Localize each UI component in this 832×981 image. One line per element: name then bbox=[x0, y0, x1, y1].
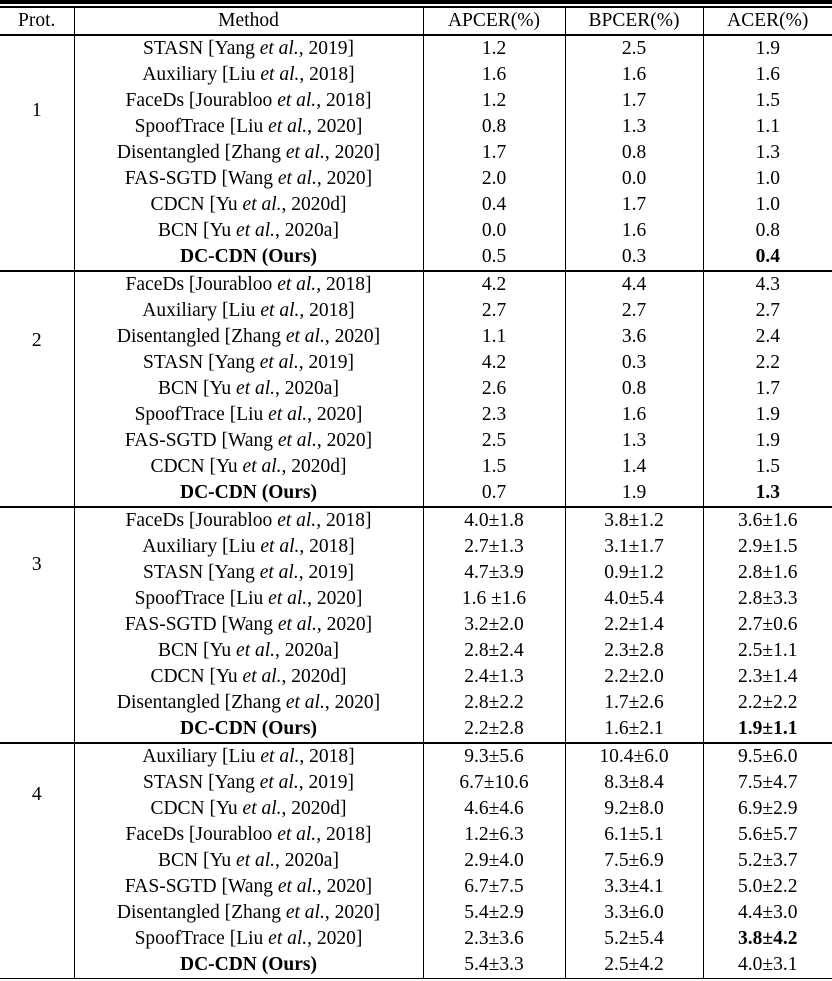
et-al-italic: et al. bbox=[236, 849, 276, 871]
table-row bbox=[0, 244, 832, 271]
et-al-italic: et al. bbox=[260, 299, 300, 321]
apcer-cell: 1.5 bbox=[423, 454, 565, 480]
method-cell: FaceDs [Jourabloo et al., 2018] bbox=[74, 822, 423, 848]
bpcer-cell: 1.6 bbox=[565, 218, 703, 244]
apcer-cell: 1.2 bbox=[423, 88, 565, 114]
method-cell: DC-CDN (Ours) bbox=[74, 480, 423, 507]
bpcer-cell: 0.3 bbox=[565, 350, 703, 376]
acer-cell: 2.2 bbox=[703, 350, 832, 376]
method-cell: DC-CDN (Ours) bbox=[74, 952, 423, 978]
top-double-rule bbox=[0, 0, 832, 8]
method-cell: SpoofTrace [Liu et al., 2020] bbox=[74, 926, 423, 952]
bpcer-cell: 0.9±1.2 bbox=[565, 560, 703, 586]
table-row bbox=[0, 638, 832, 664]
bpcer-cell: 2.2±2.0 bbox=[565, 664, 703, 690]
acer-cell: 1.1 bbox=[703, 114, 832, 140]
results-table bbox=[0, 8, 832, 978]
apcer-cell: 2.3±3.6 bbox=[423, 926, 565, 952]
acer-cell: 6.9±2.9 bbox=[703, 796, 832, 822]
acer-cell: 1.5 bbox=[703, 88, 832, 114]
table-row bbox=[0, 114, 832, 140]
table-row bbox=[0, 402, 832, 428]
bpcer-cell: 0.0 bbox=[565, 166, 703, 192]
et-al-italic: et al. bbox=[268, 403, 308, 425]
table-row bbox=[0, 664, 832, 690]
bpcer-cell: 1.7 bbox=[565, 88, 703, 114]
method-cell: FAS-SGTD [Wang et al., 2020] bbox=[74, 166, 423, 192]
table-row bbox=[0, 62, 832, 88]
et-al-italic: et al. bbox=[242, 665, 282, 687]
bpcer-cell: 0.3 bbox=[565, 244, 703, 271]
acer-cell: 3.8±4.2 bbox=[703, 926, 832, 952]
protocol-cell: 3 bbox=[31, 553, 42, 575]
table-row bbox=[0, 926, 832, 952]
acer-cell: 1.9 bbox=[703, 428, 832, 454]
method-cell: FAS-SGTD [Wang et al., 2020] bbox=[74, 428, 423, 454]
apcer-cell: 1.1 bbox=[423, 324, 565, 350]
header-row bbox=[0, 8, 832, 35]
apcer-cell: 4.2 bbox=[423, 271, 565, 298]
apcer-cell: 4.2 bbox=[423, 350, 565, 376]
apcer-cell: 2.7 bbox=[423, 298, 565, 324]
method-cell: FaceDs [Jourabloo et al., 2018] bbox=[74, 507, 423, 534]
acer-cell: 1.7 bbox=[703, 376, 832, 402]
method-cell: Auxiliary [Liu et al., 2018] bbox=[74, 743, 423, 770]
et-al-italic: et al. bbox=[277, 823, 317, 845]
table-row bbox=[0, 560, 832, 586]
bpcer-cell: 1.3 bbox=[565, 428, 703, 454]
table-row bbox=[0, 218, 832, 244]
method-cell: SpoofTrace [Liu et al., 2020] bbox=[74, 586, 423, 612]
protocol-group-1 bbox=[0, 35, 832, 271]
table-row bbox=[0, 743, 832, 770]
table-row bbox=[0, 586, 832, 612]
et-al-italic: et al. bbox=[277, 509, 317, 531]
et-al-italic: et al. bbox=[268, 927, 308, 949]
apcer-cell: 2.5 bbox=[423, 428, 565, 454]
apcer-cell: 1.2±6.3 bbox=[423, 822, 565, 848]
apcer-cell: 5.4±2.9 bbox=[423, 900, 565, 926]
bpcer-cell: 3.6 bbox=[565, 324, 703, 350]
apcer-cell: 0.5 bbox=[423, 244, 565, 271]
table-row bbox=[0, 900, 832, 926]
et-al-italic: et al. bbox=[259, 771, 299, 793]
bpcer-cell: 1.7±2.6 bbox=[565, 690, 703, 716]
bpcer-cell: 3.3±4.1 bbox=[565, 874, 703, 900]
col-header-method: Method bbox=[74, 8, 423, 35]
col-header-acer: ACER(%) bbox=[703, 8, 832, 35]
table-row bbox=[0, 271, 832, 298]
table-row bbox=[0, 324, 832, 350]
apcer-cell: 2.0 bbox=[423, 166, 565, 192]
apcer-cell: 6.7±10.6 bbox=[423, 770, 565, 796]
acer-cell: 2.2±2.2 bbox=[703, 690, 832, 716]
et-al-italic: et al. bbox=[277, 273, 317, 295]
apcer-cell: 3.2±2.0 bbox=[423, 612, 565, 638]
acer-cell: 2.3±1.4 bbox=[703, 664, 832, 690]
table-row bbox=[0, 192, 832, 218]
et-al-italic: et al. bbox=[277, 613, 317, 635]
method-cell: Auxiliary [Liu et al., 2018] bbox=[74, 62, 423, 88]
acer-cell: 2.5±1.1 bbox=[703, 638, 832, 664]
table-row bbox=[0, 376, 832, 402]
et-al-italic: et al. bbox=[259, 351, 299, 373]
bpcer-cell: 2.7 bbox=[565, 298, 703, 324]
acer-cell: 3.6±1.6 bbox=[703, 507, 832, 534]
acer-cell: 5.6±5.7 bbox=[703, 822, 832, 848]
table-row bbox=[0, 480, 832, 507]
apcer-cell: 0.8 bbox=[423, 114, 565, 140]
method-cell: DC-CDN (Ours) bbox=[74, 244, 423, 271]
table-row bbox=[0, 507, 832, 534]
acer-cell: 1.5 bbox=[703, 454, 832, 480]
apcer-cell: 4.6±4.6 bbox=[423, 796, 565, 822]
acer-cell: 0.8 bbox=[703, 218, 832, 244]
table-row bbox=[0, 690, 832, 716]
bpcer-cell: 0.8 bbox=[565, 376, 703, 402]
method-cell: STASN [Yang et al., 2019] bbox=[74, 560, 423, 586]
acer-cell: 1.0 bbox=[703, 192, 832, 218]
top-rule-thick-line bbox=[0, 0, 832, 4]
et-al-italic: et al. bbox=[259, 37, 299, 59]
acer-cell: 1.6 bbox=[703, 62, 832, 88]
et-al-italic: et al. bbox=[242, 193, 282, 215]
table-row bbox=[0, 534, 832, 560]
bpcer-cell: 2.5 bbox=[565, 35, 703, 62]
bpcer-cell: 4.0±5.4 bbox=[565, 586, 703, 612]
method-cell: STASN [Yang et al., 2019] bbox=[74, 350, 423, 376]
apcer-cell: 2.2±2.8 bbox=[423, 716, 565, 743]
bpcer-cell: 1.4 bbox=[565, 454, 703, 480]
method-cell: CDCN [Yu et al., 2020d] bbox=[74, 664, 423, 690]
acer-cell: 1.3 bbox=[703, 480, 832, 507]
acer-cell: 2.8±3.3 bbox=[703, 586, 832, 612]
acer-cell: 4.0±3.1 bbox=[703, 952, 832, 978]
col-header-bpcer: BPCER(%) bbox=[565, 8, 703, 35]
apcer-cell: 2.3 bbox=[423, 402, 565, 428]
acer-cell: 2.9±1.5 bbox=[703, 534, 832, 560]
table-row bbox=[0, 874, 832, 900]
method-cell: BCN [Yu et al., 2020a] bbox=[74, 638, 423, 664]
method-cell: Auxiliary [Liu et al., 2018] bbox=[74, 534, 423, 560]
et-al-italic: et al. bbox=[277, 167, 317, 189]
acer-cell: 1.9 bbox=[703, 402, 832, 428]
method-cell: Disentangled [Zhang et al., 2020] bbox=[74, 900, 423, 926]
table-row bbox=[0, 88, 832, 114]
table-row bbox=[0, 716, 832, 743]
protocol-cell: 4 bbox=[31, 783, 42, 805]
acer-cell: 2.8±1.6 bbox=[703, 560, 832, 586]
bpcer-cell: 1.6 bbox=[565, 402, 703, 428]
et-al-italic: et al. bbox=[285, 691, 325, 713]
apcer-cell: 9.3±5.6 bbox=[423, 743, 565, 770]
apcer-cell: 5.4±3.3 bbox=[423, 952, 565, 978]
acer-cell: 4.3 bbox=[703, 271, 832, 298]
method-cell: SpoofTrace [Liu et al., 2020] bbox=[74, 114, 423, 140]
method-cell: FaceDs [Jourabloo et al., 2018] bbox=[74, 88, 423, 114]
bpcer-cell: 5.2±5.4 bbox=[565, 926, 703, 952]
et-al-italic: et al. bbox=[242, 455, 282, 477]
bpcer-cell: 0.8 bbox=[565, 140, 703, 166]
et-al-italic: et al. bbox=[268, 587, 308, 609]
et-al-italic: et al. bbox=[268, 115, 308, 137]
table-row bbox=[0, 848, 832, 874]
et-al-italic: et al. bbox=[236, 377, 276, 399]
apcer-cell: 1.6 ±1.6 bbox=[423, 586, 565, 612]
acer-cell: 0.4 bbox=[703, 244, 832, 271]
table-row bbox=[0, 298, 832, 324]
method-cell: CDCN [Yu et al., 2020d] bbox=[74, 454, 423, 480]
apcer-cell: 2.8±2.2 bbox=[423, 690, 565, 716]
apcer-cell: 2.7±1.3 bbox=[423, 534, 565, 560]
table-row bbox=[0, 822, 832, 848]
method-cell: SpoofTrace [Liu et al., 2020] bbox=[74, 402, 423, 428]
acer-cell: 1.9 bbox=[703, 35, 832, 62]
bpcer-cell: 3.8±1.2 bbox=[565, 507, 703, 534]
acer-cell: 5.2±3.7 bbox=[703, 848, 832, 874]
apcer-cell: 2.8±2.4 bbox=[423, 638, 565, 664]
method-cell: Disentangled [Zhang et al., 2020] bbox=[74, 690, 423, 716]
method-cell: BCN [Yu et al., 2020a] bbox=[74, 848, 423, 874]
table-header bbox=[0, 8, 832, 35]
acer-cell: 2.4 bbox=[703, 324, 832, 350]
apcer-cell: 4.0±1.8 bbox=[423, 507, 565, 534]
col-header-protocol: Prot. bbox=[18, 9, 56, 31]
acer-cell: 2.7 bbox=[703, 298, 832, 324]
bpcer-cell: 2.3±2.8 bbox=[565, 638, 703, 664]
bottom-double-rule bbox=[0, 978, 832, 981]
method-cell: Disentangled [Zhang et al., 2020] bbox=[74, 324, 423, 350]
bpcer-cell: 1.3 bbox=[565, 114, 703, 140]
method-cell: FAS-SGTD [Wang et al., 2020] bbox=[74, 612, 423, 638]
acer-cell: 2.7±0.6 bbox=[703, 612, 832, 638]
bpcer-cell: 2.2±1.4 bbox=[565, 612, 703, 638]
et-al-italic: et al. bbox=[277, 429, 317, 451]
method-cell: CDCN [Yu et al., 2020d] bbox=[74, 796, 423, 822]
bpcer-cell: 4.4 bbox=[565, 271, 703, 298]
acer-cell: 4.4±3.0 bbox=[703, 900, 832, 926]
method-cell: DC-CDN (Ours) bbox=[74, 716, 423, 743]
bpcer-cell: 7.5±6.9 bbox=[565, 848, 703, 874]
et-al-italic: et al. bbox=[260, 535, 300, 557]
acer-cell: 9.5±6.0 bbox=[703, 743, 832, 770]
bpcer-cell: 6.1±5.1 bbox=[565, 822, 703, 848]
method-cell: BCN [Yu et al., 2020a] bbox=[74, 376, 423, 402]
table-row bbox=[0, 770, 832, 796]
table-row bbox=[0, 35, 832, 62]
bpcer-cell: 10.4±6.0 bbox=[565, 743, 703, 770]
apcer-cell: 0.0 bbox=[423, 218, 565, 244]
acer-cell: 1.9±1.1 bbox=[703, 716, 832, 743]
table-row bbox=[0, 428, 832, 454]
protocol-cell: 1 bbox=[31, 99, 42, 121]
apcer-cell: 6.7±7.5 bbox=[423, 874, 565, 900]
protocol-cell: 2 bbox=[31, 329, 42, 351]
acer-cell: 5.0±2.2 bbox=[703, 874, 832, 900]
apcer-cell: 2.4±1.3 bbox=[423, 664, 565, 690]
bpcer-cell: 1.7 bbox=[565, 192, 703, 218]
method-cell: CDCN [Yu et al., 2020d] bbox=[74, 192, 423, 218]
method-cell: Disentangled [Zhang et al., 2020] bbox=[74, 140, 423, 166]
bpcer-cell: 9.2±8.0 bbox=[565, 796, 703, 822]
apcer-cell: 1.2 bbox=[423, 35, 565, 62]
et-al-italic: et al. bbox=[242, 797, 282, 819]
apcer-cell: 2.9±4.0 bbox=[423, 848, 565, 874]
bpcer-cell: 3.3±6.0 bbox=[565, 900, 703, 926]
et-al-italic: et al. bbox=[277, 89, 317, 111]
apcer-cell: 4.7±3.9 bbox=[423, 560, 565, 586]
table-row bbox=[0, 612, 832, 638]
acer-cell: 7.5±4.7 bbox=[703, 770, 832, 796]
bpcer-cell: 1.9 bbox=[565, 480, 703, 507]
method-cell: FaceDs [Jourabloo et al., 2018] bbox=[74, 271, 423, 298]
bpcer-cell: 1.6 bbox=[565, 62, 703, 88]
protocol-group-2 bbox=[0, 271, 832, 507]
table-row bbox=[0, 140, 832, 166]
bpcer-cell: 1.6±2.1 bbox=[565, 716, 703, 743]
et-al-italic: et al. bbox=[277, 875, 317, 897]
et-al-italic: et al. bbox=[285, 901, 325, 923]
method-cell: BCN [Yu et al., 2020a] bbox=[74, 218, 423, 244]
apcer-cell: 1.6 bbox=[423, 62, 565, 88]
et-al-italic: et al. bbox=[259, 561, 299, 583]
bpcer-cell: 8.3±8.4 bbox=[565, 770, 703, 796]
et-al-italic: et al. bbox=[285, 141, 325, 163]
table-row bbox=[0, 952, 832, 978]
et-al-italic: et al. bbox=[236, 219, 276, 241]
table-row bbox=[0, 350, 832, 376]
acer-cell: 1.3 bbox=[703, 140, 832, 166]
method-cell: FAS-SGTD [Wang et al., 2020] bbox=[74, 874, 423, 900]
bpcer-cell: 2.5±4.2 bbox=[565, 952, 703, 978]
protocol-group-4 bbox=[0, 743, 832, 978]
table-row bbox=[0, 166, 832, 192]
et-al-italic: et al. bbox=[236, 639, 276, 661]
protocol-group-3 bbox=[0, 507, 832, 743]
col-header-apcer: APCER(%) bbox=[423, 8, 565, 35]
bpcer-cell: 3.1±1.7 bbox=[565, 534, 703, 560]
apcer-cell: 1.7 bbox=[423, 140, 565, 166]
et-al-italic: et al. bbox=[260, 63, 300, 85]
bottom-rule-thin-line bbox=[0, 978, 832, 980]
method-cell: STASN [Yang et al., 2019] bbox=[74, 35, 423, 62]
et-al-italic: et al. bbox=[260, 745, 300, 767]
table-row bbox=[0, 796, 832, 822]
table-row bbox=[0, 454, 832, 480]
apcer-cell: 2.6 bbox=[423, 376, 565, 402]
apcer-cell: 0.7 bbox=[423, 480, 565, 507]
method-cell: STASN [Yang et al., 2019] bbox=[74, 770, 423, 796]
apcer-cell: 0.4 bbox=[423, 192, 565, 218]
et-al-italic: et al. bbox=[285, 325, 325, 347]
method-cell: Auxiliary [Liu et al., 2018] bbox=[74, 298, 423, 324]
acer-cell: 1.0 bbox=[703, 166, 832, 192]
